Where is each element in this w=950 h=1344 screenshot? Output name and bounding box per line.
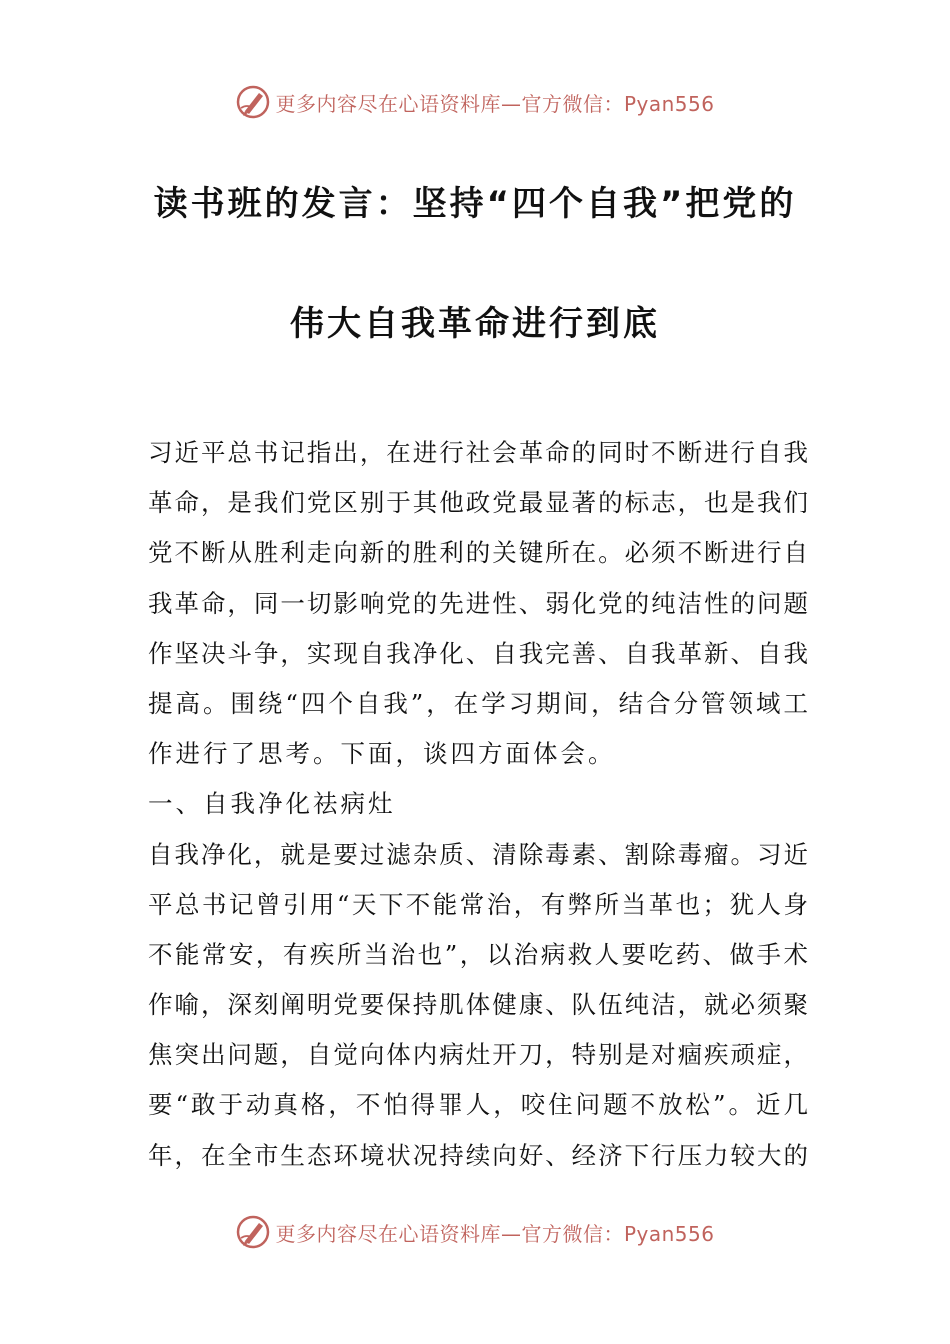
body-line: 作坚决斗争，实现自我净化、自我完善、自我革新、自我 [148, 638, 808, 668]
body-line: 我革命，同一切影响党的先进性、弱化党的纯洁性的问题 [148, 588, 808, 618]
pen-logo-icon [235, 1214, 271, 1250]
body-line: 提高。围绕“四个自我”，在学习期间，结合分管领域工 [148, 688, 808, 718]
document-body [148, 428, 808, 1181]
body-line: 作喻，深刻阐明党要保持肌体健康、队伍纯洁，就必须聚 [148, 990, 808, 1020]
header-watermark-text: 更多内容尽在心语资料库—官方微信：Pyan556 [275, 91, 715, 116]
footer-watermark-banner [0, 1212, 950, 1252]
header-watermark-banner [0, 82, 950, 122]
document-title-line-2: 伟大自我革命进行到底 [290, 304, 660, 344]
body-line: 作进行了思考。下面，谈四方面体会。 [148, 739, 616, 769]
body-line: 革命，是我们党区别于其他政党最显著的标志，也是我们 [148, 488, 808, 518]
body-line: 习近平总书记指出，在进行社会革命的同时不断进行自我 [148, 438, 808, 467]
body-line: 年，在全市生态环境状况持续向好、经济下行压力较大的 [148, 1140, 808, 1170]
body-line: 不能常安，有疾所当治也”，以治病救人要吃药、做手术 [148, 939, 808, 969]
body-line: 平总书记曾引用“天下不能常治，有弊所当革也；犹人身 [148, 889, 808, 919]
body-line: 党不断从胜利走向新的胜利的关键所在。必须不断进行自 [148, 538, 808, 568]
body-line: 要“敢于动真格，不怕得罪人，咬住问题不放松”。近几 [148, 1090, 808, 1120]
pen-logo-icon [235, 84, 271, 120]
footer-watermark-text: 更多内容尽在心语资料库—官方微信：Pyan556 [275, 1221, 715, 1246]
body-line: 焦突出问题，自觉向体内病灶开刀，特别是对痼疾顽症， [148, 1040, 808, 1070]
body-line: 自我净化，就是要过滤杂质、清除毒素、割除毒瘤。习近 [148, 839, 808, 869]
document-title-line-1: 读书班的发言：坚持“四个自我”把党的 [153, 184, 797, 224]
section-heading: 一、自我净化祛病灶 [148, 789, 396, 819]
